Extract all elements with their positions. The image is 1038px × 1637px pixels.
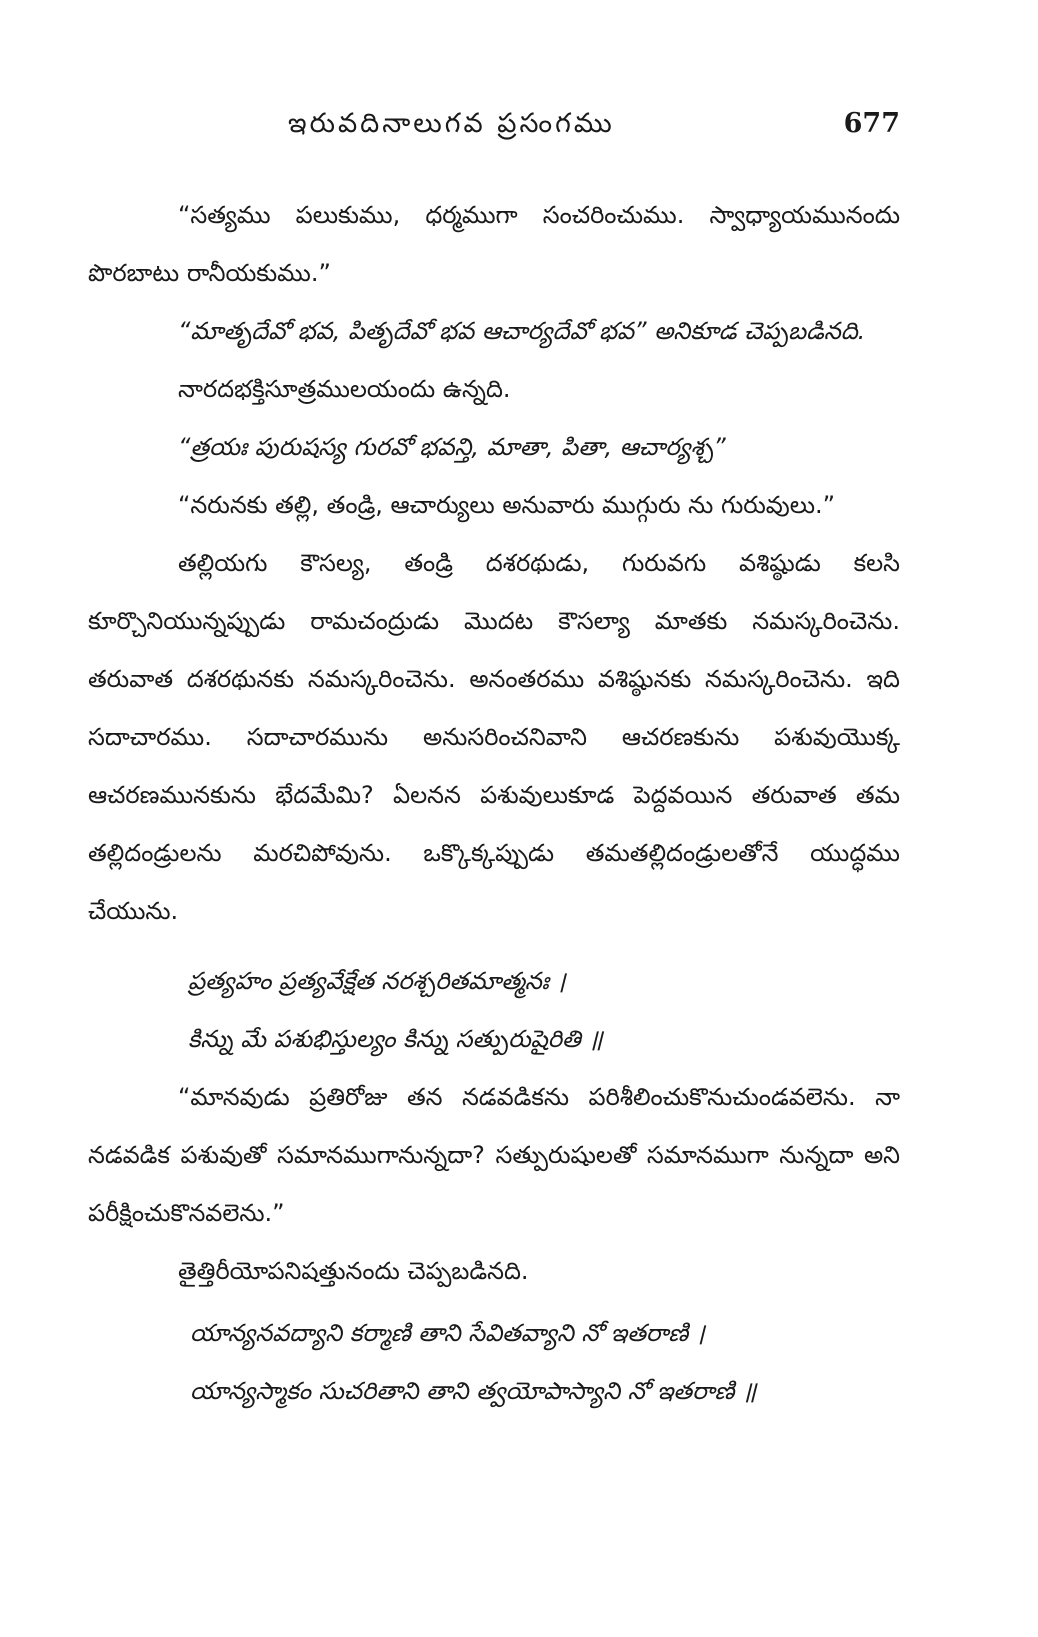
- paragraph-rama-story: తల్లియగు కౌసల్య, తండ్రి దశరథుడు, గురువగు వశిష్ఠుడు కలసి కూర్చొనియున్నప్పుడు రామచంద్రుడు మొదట కౌసల్యా మాతకు నమస్కరించెను. తరువాత దశరథునకు నమస్కరించెను. అనంతరము వశిష్ఠునకు నమస్కరించెను. ఇది సదాచారము. సదాచారమును అనుసరించనివాని ఆచరణకును పశువుయొక్క ఆచరణమునకును భేదమేమి? ఏలనన పశువులుకూడ పెద్దవయిన తరువాత తమ తల్లిదండ్రులను మరచిపోవును. ఒక్కొక్కప్పుడు తమతల్లిదండ్రులతోనే యుద్ధము చేయును.: [88, 549, 900, 925]
- paragraph-satyam: “సత్యము పలుకుము, ధర్మముగా సంచరించుము. స్వాధ్యాయమునందు పొరబాటు రానీయకుము.”: [88, 201, 900, 287]
- sloka-pratyaham: [88, 952, 900, 1068]
- running-title: ఇరువదినాలుగవ ప్రసంగము: [288, 108, 615, 139]
- sloka-yanyanavadyani: [88, 1304, 900, 1420]
- paragraph-taittiriya: తైత్తిరీయోపనిషత్తునందు చెప్పబడినది.: [178, 1257, 529, 1285]
- page-header: [88, 108, 900, 148]
- sloka-line: కిన్ను మే పశుభిస్తుల్యం కిన్ను సత్పురుషైరితి ॥: [188, 1025, 603, 1053]
- sloka-line: యాన్యస్మాకం సుచరితాని తాని త్వయోపాస్యాని నో ఇతరాణి ॥: [190, 1377, 757, 1405]
- paragraph-narada: నారదభక్తిసూత్రములయందు ఉన్నది.: [178, 375, 511, 403]
- paragraph-self-examination: “మానవుడు ప్రతిరోజు తన నడవడికను పరిశీలించుకొనుచుండవలెను. నా నడవడిక పశువుతో సమానముగానున్నదా? సత్పురుషులతో సమానముగా నున్నదా అని పరీక్షించుకొనవలెను.”: [88, 1083, 900, 1227]
- paragraph-trayah-sloka: “త్రయః పురుషస్య గురవో భవన్తి, మాతా, పితా, ఆచార్యశ్చ”: [178, 433, 726, 461]
- sloka-line: యాన్యనవద్యాని కర్మాణి తాని సేవితవ్యాని నో ఇతరాణి ।: [190, 1319, 705, 1347]
- paragraph-gurus-meaning: “నరునకు తల్లి, తండ్రి, ఆచార్యులు అనువారు ముగ్గురు ను గురువులు.”: [178, 491, 836, 519]
- sloka-line: ప్రత్యహం ప్రత్యవేక్షేత నరశ్చరితమాత్మనః ।: [188, 967, 566, 995]
- paragraph-matrudevo: “మాతృదేవో భవ, పితృదేవో భవ ఆచార్యదేవో భవ” అనికూడ చెప్పబడినది.: [178, 317, 866, 345]
- page-number: 677: [843, 108, 900, 139]
